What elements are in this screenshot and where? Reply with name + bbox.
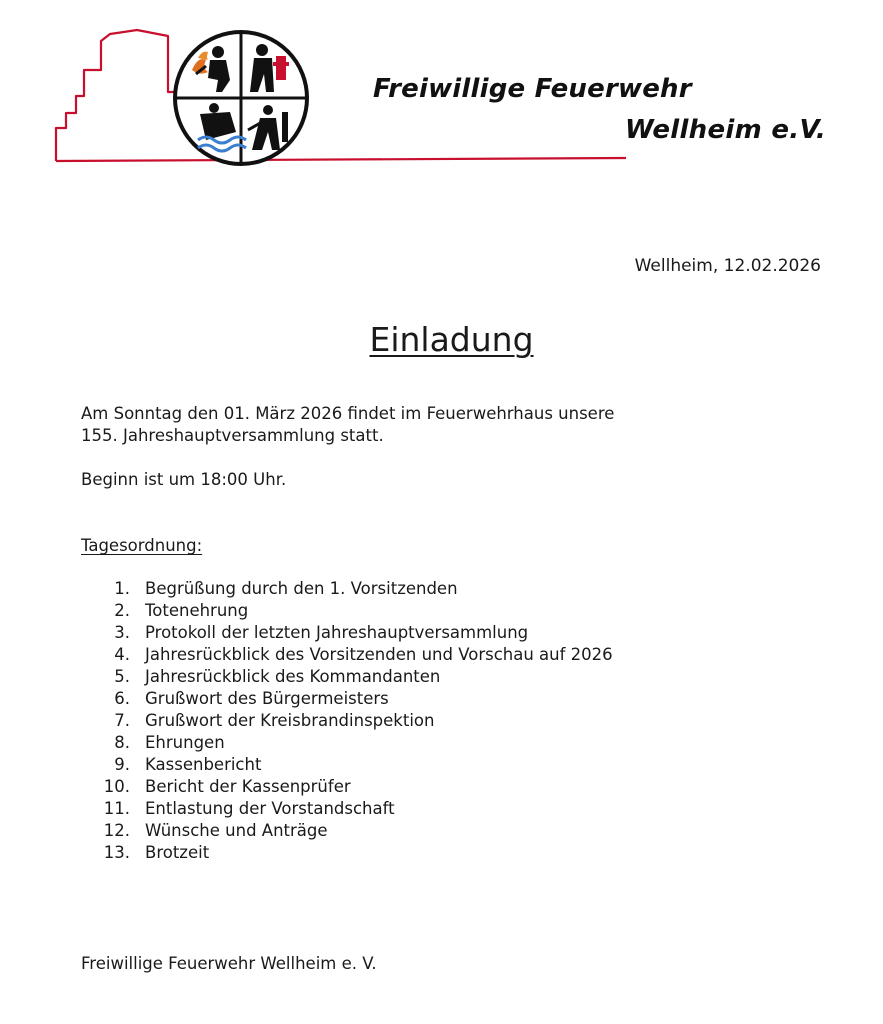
baseline-rule [56, 158, 626, 161]
agenda-item [100, 666, 441, 688]
agenda-heading: Tagesordnung: [81, 536, 203, 555]
start-time: Beginn ist um 18:00 Uhr. [81, 470, 287, 489]
agenda-item-number: 12. [103, 821, 130, 840]
agenda-item-text: Bericht der Kassenprüfer [145, 777, 351, 796]
agenda-item-text: Grußwort des Bürgermeisters [145, 689, 389, 708]
agenda-list [100, 578, 613, 864]
agenda-item-number: 7. [114, 711, 130, 730]
agenda-item [100, 798, 395, 820]
agenda-item [100, 644, 613, 666]
agenda-item-number: 3. [114, 623, 130, 642]
agenda-item-number: 11. [103, 799, 130, 818]
agenda-item [100, 820, 328, 842]
agenda-item [100, 732, 225, 754]
organization-name-line2: Wellheim e.V. [625, 115, 827, 145]
agenda-item [100, 622, 529, 644]
agenda-item-text: Ehrungen [145, 733, 225, 752]
fire-brigade-emblem-icon [175, 32, 307, 164]
agenda-item-text: Totenehrung [145, 601, 249, 620]
agenda-item [100, 600, 249, 622]
intro-line-1: Am Sonntag den 01. März 2026 findet im Feuerwehrhaus unsere [81, 404, 615, 423]
agenda-item [100, 842, 210, 864]
invitation-intro [81, 403, 614, 447]
agenda-item-number: 10. [103, 777, 130, 796]
agenda-item-number: 1. [114, 579, 130, 598]
place-date: Wellheim, 12.02.2026 [634, 256, 821, 276]
letterhead [0, 0, 883, 180]
signature-line: Freiwillige Feuerwehr Wellheim e. V. [81, 954, 377, 973]
agenda-item-number: 6. [114, 689, 130, 708]
agenda-item-text: Jahresrückblick des Vorsitzenden und Vorschau auf 2026 [145, 645, 613, 664]
agenda-item-number: 2. [114, 601, 130, 620]
agenda-item-text: Kassenbericht [145, 755, 262, 774]
agenda-item [100, 578, 458, 600]
agenda-item [100, 776, 351, 798]
agenda-item-number: 13. [103, 843, 130, 862]
agenda-item-text: Protokoll der letzten Jahreshauptversammlung [145, 623, 529, 642]
agenda-item-number: 8. [114, 733, 130, 752]
intro-line-2: 155. Jahreshauptversammlung statt. [81, 426, 384, 445]
agenda-item-number: 4. [114, 645, 130, 664]
agenda-item-text: Brotzeit [145, 843, 210, 862]
agenda-item [100, 688, 389, 710]
agenda-item-text: Wünsche und Anträge [145, 821, 328, 840]
agenda-item-text: Entlastung der Vorstandschaft [145, 799, 395, 818]
agenda-item-number: 9. [114, 755, 130, 774]
agenda-item-text: Jahresrückblick des Kommandanten [145, 667, 441, 686]
agenda-item [100, 710, 435, 732]
agenda-item-number: 5. [114, 667, 130, 686]
agenda-item-text: Begrüßung durch den 1. Vorsitzenden [145, 579, 458, 598]
agenda-item-text: Grußwort der Kreisbrandinspektion [145, 711, 435, 730]
building-outline [56, 30, 182, 161]
document-title: Einladung [369, 320, 534, 359]
agenda-item [100, 754, 262, 776]
organization-name-line1: Freiwillige Feuerwehr [373, 74, 692, 104]
